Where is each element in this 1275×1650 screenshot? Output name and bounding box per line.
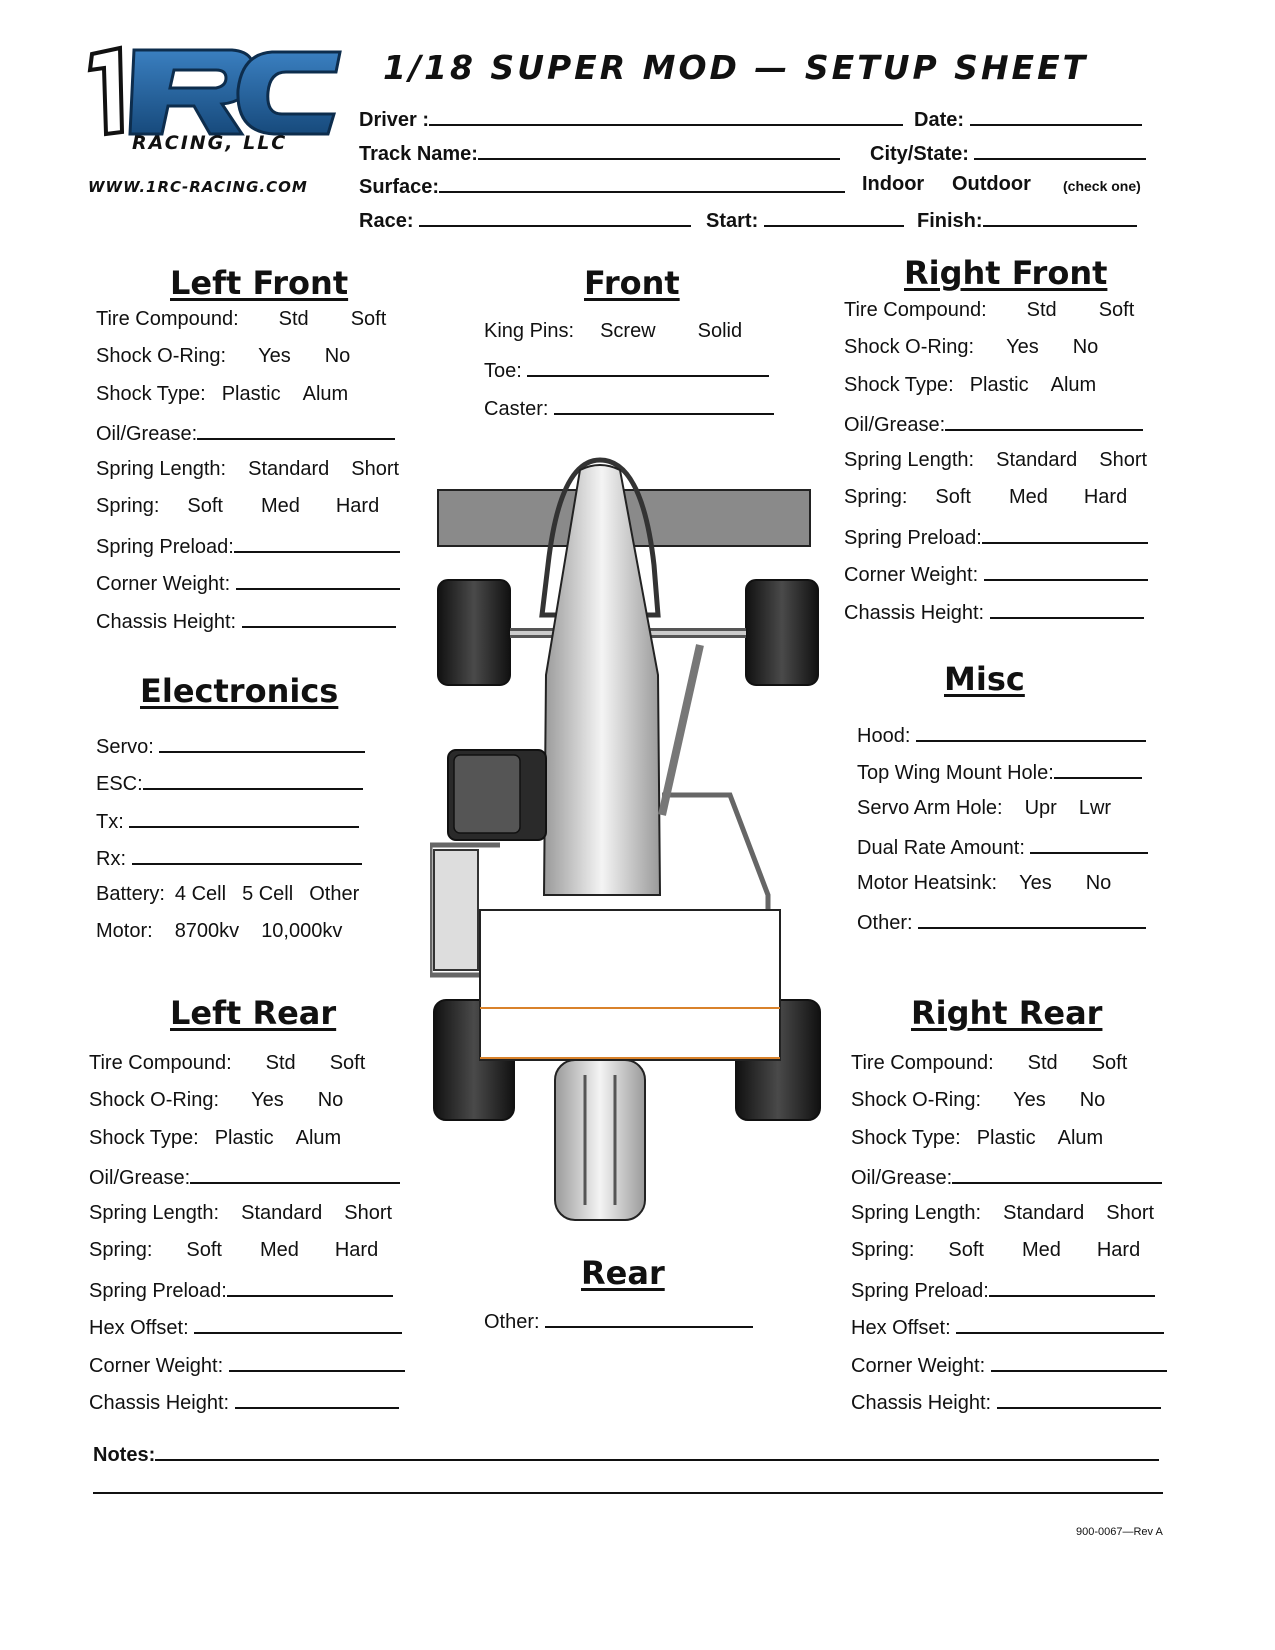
battery-5cell-option[interactable]: 5 Cell bbox=[242, 883, 294, 905]
lf-spring-med-option[interactable]: Med bbox=[260, 495, 300, 517]
lr-oring-no-option[interactable]: No bbox=[317, 1089, 344, 1111]
front-king-screw-option[interactable]: Screw bbox=[600, 320, 656, 342]
servo-arm-row bbox=[857, 797, 1111, 820]
hood-row bbox=[857, 722, 1146, 748]
lf-height-input[interactable] bbox=[242, 608, 396, 628]
lf-tire-soft-option[interactable]: Soft bbox=[350, 308, 387, 330]
lr-spring-row bbox=[89, 1239, 378, 1262]
rf-oil-input[interactable] bbox=[945, 411, 1143, 431]
lf-type-row bbox=[96, 383, 348, 406]
rear-other-label: Other: bbox=[484, 1311, 540, 1333]
servo-input[interactable] bbox=[159, 733, 365, 753]
lf-height-label: Chassis Height: bbox=[96, 611, 237, 633]
rf-preload-input[interactable] bbox=[982, 524, 1148, 544]
heatsink-label: Motor Heatsink: bbox=[857, 872, 998, 894]
rr-hex-input[interactable] bbox=[956, 1314, 1164, 1334]
rf-type-alum-option[interactable]: Alum bbox=[1050, 374, 1097, 396]
lf-spring-row bbox=[96, 495, 379, 518]
race-label: Race: bbox=[359, 210, 414, 232]
front-king-label: King Pins: bbox=[484, 320, 575, 342]
misc-other-row bbox=[857, 909, 1146, 935]
lr-preload-label: Spring Preload: bbox=[89, 1280, 227, 1302]
left-front-title: Left Front bbox=[170, 264, 349, 302]
servo-arm-label: Servo Arm Hole: bbox=[857, 797, 1003, 819]
lr-spring-soft-option[interactable]: Soft bbox=[186, 1239, 222, 1261]
rr-oring-label: Shock O-Ring: bbox=[851, 1089, 982, 1111]
rr-hex-label: Hex Offset: bbox=[851, 1317, 951, 1339]
lf-oil-label: Oil/Grease: bbox=[96, 423, 198, 445]
lf-tire-std-option[interactable]: Std bbox=[278, 308, 309, 330]
motor-row bbox=[96, 920, 342, 943]
track-label: Track Name: bbox=[359, 143, 478, 165]
lr-oring-row bbox=[89, 1089, 343, 1112]
lf-spring-soft-option[interactable]: Soft bbox=[187, 495, 223, 517]
heatsink-row bbox=[857, 872, 1111, 895]
hood-input[interactable] bbox=[916, 722, 1146, 742]
lr-oil-row bbox=[89, 1164, 400, 1190]
rr-type-row bbox=[851, 1127, 1103, 1150]
rf-spring-row bbox=[844, 486, 1127, 509]
lr-tire-std-option[interactable]: Std bbox=[265, 1052, 296, 1074]
lf-oil-input[interactable] bbox=[197, 420, 395, 440]
rf-spring-label: Spring: bbox=[844, 486, 908, 508]
battery-label: Battery: bbox=[96, 883, 165, 905]
rf-preload-label: Spring Preload: bbox=[844, 527, 982, 549]
rr-spring-label: Spring: bbox=[851, 1239, 915, 1261]
lf-tire-label: Tire Compound: bbox=[96, 308, 239, 330]
start-field bbox=[706, 207, 904, 233]
rf-type-plastic-option[interactable]: Plastic bbox=[969, 374, 1029, 396]
page-title: 1/18 SUPER MOD — SETUP SHEET bbox=[383, 48, 1089, 87]
lf-spring-label: Spring: bbox=[96, 495, 160, 517]
lr-oil-label: Oil/Grease: bbox=[89, 1167, 191, 1189]
revision-code: 900-0067—Rev A bbox=[1076, 1526, 1163, 1538]
misc-title: Misc bbox=[944, 660, 1025, 698]
start-input[interactable] bbox=[764, 207, 904, 227]
front-caster-row bbox=[484, 395, 774, 421]
lf-preload-label: Spring Preload: bbox=[96, 536, 234, 558]
lr-corner-input[interactable] bbox=[229, 1352, 405, 1372]
motor-10000kv-option[interactable]: 10,000kv bbox=[261, 920, 343, 942]
lf-spring-length-standard-option[interactable]: Standard bbox=[248, 458, 330, 480]
lf-spring-length-short-option[interactable]: Short bbox=[351, 458, 400, 480]
lr-type-alum-option[interactable]: Alum bbox=[295, 1127, 342, 1149]
lf-preload-input[interactable] bbox=[234, 533, 400, 553]
lf-type-plastic-option[interactable]: Plastic bbox=[221, 383, 281, 405]
lr-spring-label: Spring: bbox=[89, 1239, 153, 1261]
rf-spring-med-option[interactable]: Med bbox=[1008, 486, 1048, 508]
wing-row bbox=[857, 759, 1142, 785]
rr-corner-input[interactable] bbox=[991, 1352, 1167, 1372]
rr-spring-med-option[interactable]: Med bbox=[1021, 1239, 1061, 1261]
lf-corner-input[interactable] bbox=[236, 570, 400, 590]
rr-preload-label: Spring Preload: bbox=[851, 1280, 989, 1302]
rf-tire-label: Tire Compound: bbox=[844, 299, 987, 321]
notes-line-2[interactable] bbox=[93, 1492, 1163, 1494]
rx-label: Rx: bbox=[96, 848, 126, 870]
rf-corner-input[interactable] bbox=[984, 561, 1148, 581]
rf-spring-length-standard-option[interactable]: Standard bbox=[996, 449, 1078, 471]
rf-spring-soft-option[interactable]: Soft bbox=[935, 486, 971, 508]
tx-input[interactable] bbox=[129, 808, 359, 828]
lf-type-alum-option[interactable]: Alum bbox=[302, 383, 349, 405]
rx-input[interactable] bbox=[132, 845, 362, 865]
servo-row bbox=[96, 733, 365, 759]
logo-subtext: RACING, LLC bbox=[132, 132, 288, 154]
surface-field bbox=[359, 173, 845, 199]
city-input[interactable] bbox=[974, 140, 1146, 160]
lr-oring-yes-option[interactable]: Yes bbox=[251, 1089, 284, 1111]
lr-height-row bbox=[89, 1389, 399, 1415]
start-label: Start: bbox=[706, 210, 759, 232]
rf-corner-label: Corner Weight: bbox=[844, 564, 979, 586]
finish-input[interactable] bbox=[983, 207, 1137, 227]
rf-height-row bbox=[844, 599, 1144, 625]
race-field bbox=[359, 207, 691, 233]
rr-spring-row bbox=[851, 1239, 1140, 1262]
lf-oring-no-option[interactable]: No bbox=[324, 345, 351, 367]
right-front-title: Right Front bbox=[904, 254, 1108, 292]
rr-tire-std-option[interactable]: Std bbox=[1027, 1052, 1058, 1074]
tx-label: Tx: bbox=[96, 811, 124, 833]
surface-input[interactable] bbox=[439, 173, 845, 193]
rr-spring-length-label: Spring Length: bbox=[851, 1202, 982, 1224]
dual-rate-input[interactable] bbox=[1030, 834, 1148, 854]
race-input[interactable] bbox=[419, 207, 691, 227]
rr-oil-row bbox=[851, 1164, 1162, 1190]
notes-label: Notes: bbox=[93, 1444, 156, 1466]
rear-other-row bbox=[484, 1308, 753, 1334]
driver-input[interactable] bbox=[429, 106, 903, 126]
rr-height-row bbox=[851, 1389, 1161, 1415]
rr-tire-row bbox=[851, 1052, 1127, 1075]
track-field bbox=[359, 140, 840, 166]
dual-rate-row bbox=[857, 834, 1148, 860]
lr-hex-label: Hex Offset: bbox=[89, 1317, 189, 1339]
lf-tire-row bbox=[96, 308, 386, 331]
rr-spring-length-standard-option[interactable]: Standard bbox=[1003, 1202, 1085, 1224]
esc-row bbox=[96, 770, 363, 796]
lr-spring-length-row bbox=[89, 1202, 392, 1225]
lr-corner-label: Corner Weight: bbox=[89, 1355, 224, 1377]
rr-oring-yes-option[interactable]: Yes bbox=[1013, 1089, 1046, 1111]
lf-spring-length-label: Spring Length: bbox=[96, 458, 227, 480]
driver-label: Driver : bbox=[359, 109, 430, 131]
date-field bbox=[914, 106, 1142, 132]
lf-type-label: Shock Type: bbox=[96, 383, 206, 405]
lr-type-plastic-option[interactable]: Plastic bbox=[214, 1127, 274, 1149]
date-input[interactable] bbox=[970, 106, 1142, 126]
rf-spring-length-label: Spring Length: bbox=[844, 449, 975, 471]
rf-height-input[interactable] bbox=[990, 599, 1144, 619]
electronics-title: Electronics bbox=[140, 672, 339, 710]
lr-oil-input[interactable] bbox=[190, 1164, 400, 1184]
rr-tire-soft-option[interactable]: Soft bbox=[1091, 1052, 1128, 1074]
lr-preload-input[interactable] bbox=[227, 1277, 393, 1297]
lf-spring-length-row bbox=[96, 458, 399, 481]
rear-title: Rear bbox=[581, 1254, 665, 1292]
lr-spring-length-label: Spring Length: bbox=[89, 1202, 220, 1224]
rf-type-label: Shock Type: bbox=[844, 374, 954, 396]
outdoor-option[interactable]: Outdoor bbox=[952, 173, 1031, 195]
lr-type-row bbox=[89, 1127, 341, 1150]
tx-row bbox=[96, 808, 359, 834]
lr-hex-input[interactable] bbox=[194, 1314, 402, 1334]
lf-corner-row bbox=[96, 570, 400, 596]
front-left-tire bbox=[438, 580, 510, 685]
check-one-note: (check one) bbox=[1063, 178, 1141, 194]
rr-oring-no-option[interactable]: No bbox=[1079, 1089, 1106, 1111]
servo-arm-upr-option[interactable]: Upr bbox=[1024, 797, 1057, 819]
motor-label: Motor: bbox=[96, 920, 153, 942]
rf-oil-row bbox=[844, 411, 1143, 437]
rr-corner-row bbox=[851, 1352, 1167, 1378]
lr-corner-row bbox=[89, 1352, 405, 1378]
rf-preload-row bbox=[844, 524, 1148, 550]
esc-input[interactable] bbox=[143, 770, 363, 790]
rr-oil-input[interactable] bbox=[952, 1164, 1162, 1184]
driver-field bbox=[359, 106, 903, 132]
rf-oring-yes-option[interactable]: Yes bbox=[1006, 336, 1039, 358]
dual-rate-label: Dual Rate Amount: bbox=[857, 837, 1025, 859]
rr-spring-hard-option[interactable]: Hard bbox=[1096, 1239, 1141, 1261]
servo-label: Servo: bbox=[96, 736, 154, 758]
rf-corner-row bbox=[844, 561, 1148, 587]
lf-spring-hard-option[interactable]: Hard bbox=[335, 495, 380, 517]
surface-label: Surface: bbox=[359, 176, 440, 198]
finish-field bbox=[917, 207, 1137, 233]
heatsink-no-option[interactable]: No bbox=[1085, 872, 1112, 894]
hood-label: Hood: bbox=[857, 725, 911, 747]
rr-spring-length-short-option[interactable]: Short bbox=[1106, 1202, 1155, 1224]
lf-height-row bbox=[96, 608, 396, 634]
lr-height-input[interactable] bbox=[235, 1389, 399, 1409]
lr-spring-med-option[interactable]: Med bbox=[259, 1239, 299, 1261]
rr-height-input[interactable] bbox=[997, 1389, 1161, 1409]
rx-row bbox=[96, 845, 362, 871]
notes-input[interactable] bbox=[155, 1441, 1159, 1461]
lr-preload-row bbox=[89, 1277, 393, 1303]
rr-type-label: Shock Type: bbox=[851, 1127, 961, 1149]
front-caster-input[interactable] bbox=[554, 395, 774, 415]
misc-other-input[interactable] bbox=[918, 909, 1146, 929]
misc-other-label: Other: bbox=[857, 912, 913, 934]
lf-corner-label: Corner Weight: bbox=[96, 573, 231, 595]
lr-tire-label: Tire Compound: bbox=[89, 1052, 232, 1074]
rr-preload-row bbox=[851, 1277, 1155, 1303]
lr-tire-row bbox=[89, 1052, 365, 1075]
front-toe-label: Toe: bbox=[484, 360, 522, 382]
notes-row bbox=[93, 1441, 1159, 1467]
rr-spring-soft-option[interactable]: Soft bbox=[948, 1239, 984, 1261]
rf-tire-row bbox=[844, 299, 1134, 322]
rf-spring-hard-option[interactable]: Hard bbox=[1083, 486, 1128, 508]
battery-4cell-option[interactable]: 4 Cell bbox=[174, 883, 227, 905]
city-label: City/State: bbox=[870, 143, 969, 165]
wing-input[interactable] bbox=[1054, 759, 1142, 779]
lf-oring-label: Shock O-Ring: bbox=[96, 345, 227, 367]
front-title: Front bbox=[584, 264, 680, 302]
website-link[interactable]: WWW.1RC-RACING.COM bbox=[88, 178, 308, 196]
rr-tire-label: Tire Compound: bbox=[851, 1052, 994, 1074]
front-king-row bbox=[484, 320, 742, 343]
lr-hex-row bbox=[89, 1314, 402, 1340]
motor-8700kv-option[interactable]: 8700kv bbox=[174, 920, 240, 942]
front-toe-row bbox=[484, 357, 769, 383]
city-field bbox=[870, 140, 1146, 166]
indoor-option[interactable]: Indoor bbox=[862, 173, 925, 195]
lf-oring-yes-option[interactable]: Yes bbox=[258, 345, 291, 367]
rr-type-alum-option[interactable]: Alum bbox=[1057, 1127, 1104, 1149]
front-king-solid-option[interactable]: Solid bbox=[697, 320, 743, 342]
rf-oil-label: Oil/Grease: bbox=[844, 414, 946, 436]
lr-height-label: Chassis Height: bbox=[89, 1392, 230, 1414]
rear-other-input[interactable] bbox=[545, 1308, 753, 1328]
rf-tire-std-option[interactable]: Std bbox=[1026, 299, 1057, 321]
front-toe-input[interactable] bbox=[527, 357, 769, 377]
rr-hex-row bbox=[851, 1314, 1164, 1340]
esc-label: ESC: bbox=[96, 773, 143, 795]
right-rear-title: Right Rear bbox=[911, 994, 1103, 1032]
finish-label: Finish: bbox=[917, 210, 983, 232]
battery-row bbox=[96, 883, 359, 906]
rr-oring-row bbox=[851, 1089, 1105, 1112]
lf-preload-row bbox=[96, 533, 400, 559]
rf-spring-length-row bbox=[844, 449, 1147, 472]
lr-tire-soft-option[interactable]: Soft bbox=[329, 1052, 366, 1074]
lf-oring-row bbox=[96, 345, 350, 368]
rf-height-label: Chassis Height: bbox=[844, 602, 985, 624]
rr-spring-length-row bbox=[851, 1202, 1154, 1225]
rr-type-plastic-option[interactable]: Plastic bbox=[976, 1127, 1036, 1149]
rf-oring-row bbox=[844, 336, 1098, 359]
rf-tire-soft-option[interactable]: Soft bbox=[1098, 299, 1135, 321]
rr-preload-input[interactable] bbox=[989, 1277, 1155, 1297]
date-label: Date: bbox=[914, 109, 965, 131]
rr-height-label: Chassis Height: bbox=[851, 1392, 992, 1414]
wing-label: Top Wing Mount Hole: bbox=[857, 762, 1054, 784]
front-caster-label: Caster: bbox=[484, 398, 549, 420]
heatsink-yes-option[interactable]: Yes bbox=[1019, 872, 1052, 894]
lr-spring-length-standard-option[interactable]: Standard bbox=[241, 1202, 323, 1224]
track-input[interactable] bbox=[478, 140, 840, 160]
rf-oring-label: Shock O-Ring: bbox=[844, 336, 975, 358]
servo-arm-lwr-option[interactable]: Lwr bbox=[1078, 797, 1112, 819]
battery-other-option[interactable]: Other bbox=[309, 883, 360, 905]
lr-spring-length-short-option[interactable]: Short bbox=[344, 1202, 393, 1224]
lr-spring-hard-option[interactable]: Hard bbox=[334, 1239, 379, 1261]
lf-oil-row bbox=[96, 420, 395, 446]
lr-type-label: Shock Type: bbox=[89, 1127, 199, 1149]
rear-panel bbox=[480, 910, 780, 1060]
rr-oil-label: Oil/Grease: bbox=[851, 1167, 953, 1189]
front-right-tire bbox=[746, 580, 818, 685]
lr-oring-label: Shock O-Ring: bbox=[89, 1089, 220, 1111]
rr-corner-label: Corner Weight: bbox=[851, 1355, 986, 1377]
rf-oring-no-option[interactable]: No bbox=[1072, 336, 1099, 358]
car-top-view-illustration bbox=[430, 455, 840, 1230]
rf-type-row bbox=[844, 374, 1096, 397]
rf-spring-length-short-option[interactable]: Short bbox=[1099, 449, 1148, 471]
left-rear-title: Left Rear bbox=[170, 994, 337, 1032]
